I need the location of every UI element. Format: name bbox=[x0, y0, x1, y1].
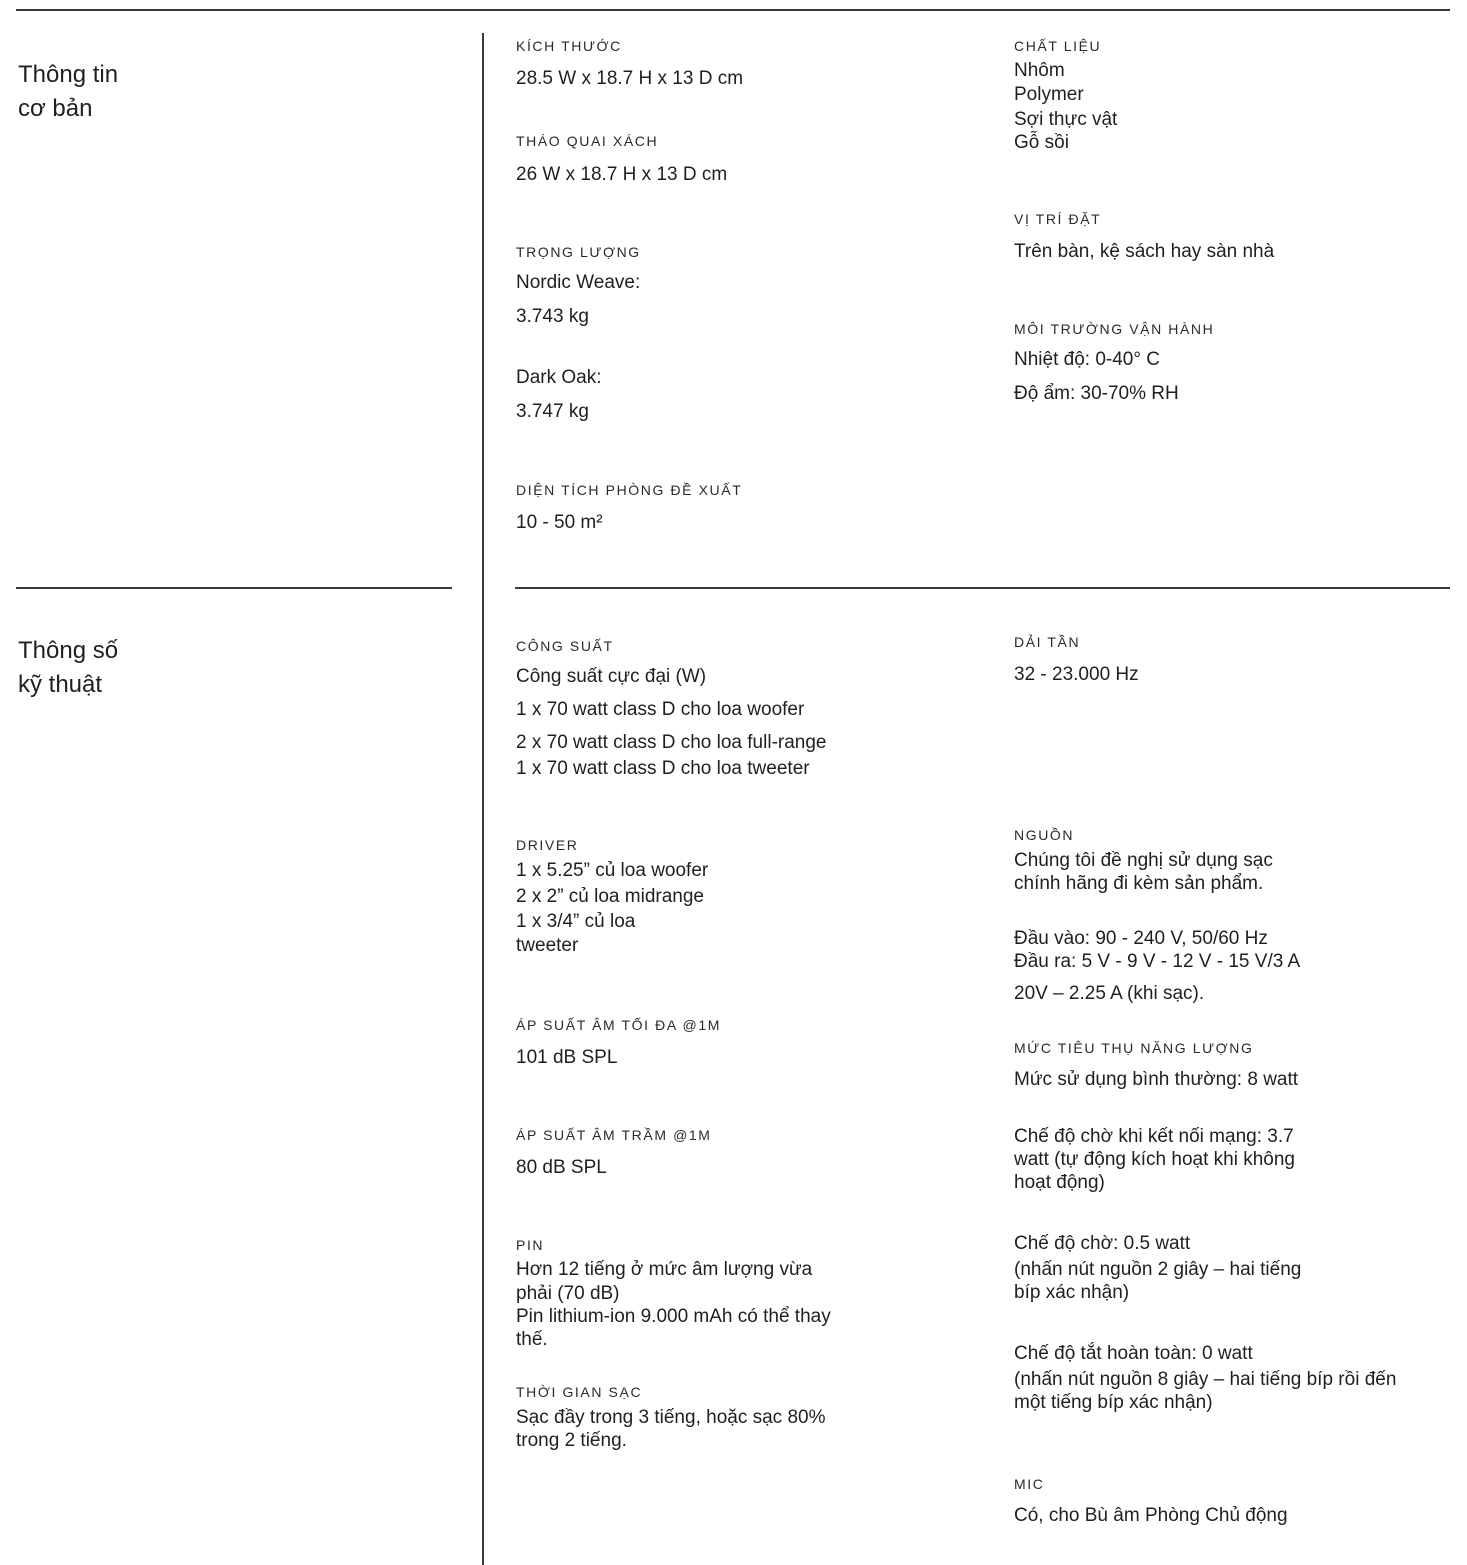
power-line: Công suất cực đại (W) bbox=[516, 666, 707, 687]
power-label: CÔNG SUẤT bbox=[516, 638, 614, 654]
material-item: Gỗ sồi bbox=[1014, 132, 1069, 153]
environment-label: MÔI TRƯỜNG VẬN HÀNH bbox=[1014, 321, 1215, 337]
consumption-normal: Mức sử dụng bình thường: 8 watt bbox=[1014, 1069, 1299, 1090]
consumption-standby-line: Chế độ chờ: 0.5 watt bbox=[1014, 1233, 1191, 1254]
dimensions-value: 28.5 W x 18.7 H x 13 D cm bbox=[516, 68, 744, 89]
driver-label: DRIVER bbox=[516, 837, 579, 853]
freq-label: DẢI TẦN bbox=[1014, 634, 1081, 650]
battery-line: thế. bbox=[516, 1329, 548, 1350]
room-label: DIỆN TÍCH PHÒNG ĐỀ XUẤT bbox=[516, 482, 743, 498]
right-section-divider bbox=[515, 587, 1450, 589]
environment-temp: Nhiệt độ: 0-40° C bbox=[1014, 349, 1160, 370]
weight-label: TRỌNG LƯỢNG bbox=[516, 244, 641, 260]
battery-line: phải (70 dB) bbox=[516, 1283, 620, 1304]
consumption-standby-line: (nhấn nút nguồn 2 giây – hai tiếng bbox=[1014, 1259, 1302, 1280]
weight-oak-label: Dark Oak: bbox=[516, 367, 602, 388]
room-value: 10 - 50 m² bbox=[516, 512, 603, 533]
source-line: chính hãng đi kèm sản phẩm. bbox=[1014, 873, 1264, 894]
no-handle-label: THÁO QUAI XÁCH bbox=[516, 133, 659, 149]
placement-label: VỊ TRÍ ĐẶT bbox=[1014, 211, 1102, 227]
power-line: 1 x 70 watt class D cho loa woofer bbox=[516, 699, 805, 720]
power-line: 2 x 70 watt class D cho loa full-range bbox=[516, 732, 827, 753]
consumption-label: MỨC TIÊU THỤ NĂNG LƯỢNG bbox=[1014, 1040, 1254, 1056]
bass-spl-value: 80 dB SPL bbox=[516, 1157, 607, 1178]
driver-line: tweeter bbox=[516, 935, 579, 956]
environment-humidity: Độ ẩm: 30-70% RH bbox=[1014, 383, 1179, 404]
charge-label: THỜI GIAN SẠC bbox=[516, 1384, 643, 1400]
material-item: Polymer bbox=[1014, 84, 1084, 105]
top-divider bbox=[16, 9, 1450, 11]
weight-oak-value: 3.747 kg bbox=[516, 401, 589, 422]
consumption-off-line: Chế độ tắt hoàn toàn: 0 watt bbox=[1014, 1343, 1253, 1364]
material-item: Sợi thực vật bbox=[1014, 109, 1118, 130]
section-title-basic: Thông tin cơ bản bbox=[18, 61, 119, 122]
max-spl-label: ÁP SUẤT ÂM TỐI ĐA @1M bbox=[516, 1017, 721, 1033]
left-section-divider bbox=[16, 587, 452, 589]
consumption-standby-line: bíp xác nhận) bbox=[1014, 1282, 1130, 1303]
consumption-off-line: một tiếng bíp xác nhận) bbox=[1014, 1392, 1213, 1413]
consumption-network-line: Chế độ chờ khi kết nối mạng: 3.7 bbox=[1014, 1126, 1294, 1147]
source-line: Đầu ra: 5 V - 9 V - 12 V - 15 V/3 A bbox=[1014, 951, 1301, 972]
material-label: CHẤT LIỆU bbox=[1014, 38, 1102, 54]
section-title-tech: Thông số kỹ thuật bbox=[18, 637, 119, 698]
driver-line: 2 x 2” củ loa midrange bbox=[516, 886, 704, 907]
source-line: 20V – 2.25 A (khi sạc). bbox=[1014, 983, 1205, 1004]
driver-line: 1 x 5.25” củ loa woofer bbox=[516, 860, 709, 881]
weight-nordic-value: 3.743 kg bbox=[516, 306, 589, 327]
charge-line: Sạc đầy trong 3 tiếng, hoặc sạc 80% bbox=[516, 1407, 826, 1428]
material-item: Nhôm bbox=[1014, 60, 1065, 81]
placement-value: Trên bàn, kệ sách hay sàn nhà bbox=[1014, 241, 1275, 262]
dimensions-label: KÍCH THƯỚC bbox=[516, 38, 622, 54]
battery-label: PIN bbox=[516, 1237, 545, 1253]
consumption-network-line: hoạt động) bbox=[1014, 1172, 1105, 1193]
mic-label: MIC bbox=[1014, 1476, 1045, 1492]
battery-line: Hơn 12 tiếng ở mức âm lượng vừa bbox=[516, 1259, 813, 1280]
source-line: Chúng tôi đề nghị sử dụng sạc bbox=[1014, 850, 1273, 871]
battery-line: Pin lithium-ion 9.000 mAh có thể thay bbox=[516, 1306, 831, 1327]
mic-value: Có, cho Bù âm Phòng Chủ động bbox=[1014, 1505, 1288, 1526]
driver-line: 1 x 3/4” củ loa bbox=[516, 911, 636, 932]
weight-nordic-label: Nordic Weave: bbox=[516, 272, 641, 293]
source-line: Đầu vào: 90 - 240 V, 50/60 Hz bbox=[1014, 928, 1268, 949]
column-divider bbox=[482, 33, 484, 1565]
consumption-off-line: (nhấn nút nguồn 8 giây – hai tiếng bíp rồi đến bbox=[1014, 1369, 1397, 1390]
bass-spl-label: ÁP SUẤT ÂM TRẦM @1M bbox=[516, 1127, 712, 1143]
power-line: 1 x 70 watt class D cho loa tweeter bbox=[516, 758, 810, 779]
consumption-network-line: watt (tự động kích hoạt khi không bbox=[1014, 1149, 1295, 1170]
freq-value: 32 - 23.000 Hz bbox=[1014, 664, 1139, 685]
max-spl-value: 101 dB SPL bbox=[516, 1047, 618, 1068]
source-label: NGUỒN bbox=[1014, 827, 1075, 843]
charge-line: trong 2 tiếng. bbox=[516, 1430, 627, 1451]
no-handle-value: 26 W x 18.7 H x 13 D cm bbox=[516, 164, 728, 185]
